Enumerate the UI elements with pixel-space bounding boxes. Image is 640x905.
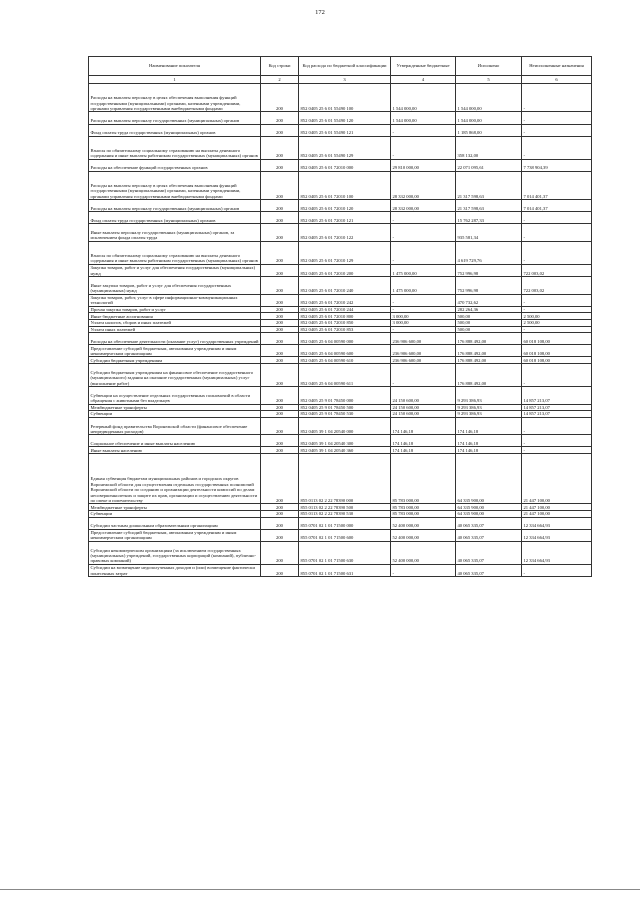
row-indicator-name: Уплата налогов, сборов и иных платежей	[89, 319, 261, 326]
row-indicator-name: Межбюджетные трансферты	[89, 404, 261, 411]
header-line-code: Код строки	[261, 57, 299, 76]
row-line-code: 200	[261, 294, 299, 306]
table-row	[89, 212, 592, 224]
table-row	[89, 112, 592, 124]
row-indicator-name: Межбюджетные трансферты	[89, 504, 261, 511]
row-line-code: 200	[261, 411, 299, 418]
row-approved-amount: -	[391, 241, 456, 264]
row-budget-code: 852 0405 25 6 01 55490 129	[299, 136, 391, 159]
table-row	[89, 136, 592, 159]
row-remaining-amount: -	[522, 364, 592, 387]
row-executed-amount: 22 071 095,61	[456, 159, 522, 171]
row-line-code: 200	[261, 241, 299, 264]
row-line-code: 200	[261, 313, 299, 320]
table-row	[89, 564, 592, 576]
row-line-code: 200	[261, 224, 299, 242]
row-remaining-amount: -	[522, 564, 592, 576]
row-line-code: 200	[261, 417, 299, 435]
row-executed-amount: 9 293 386,93	[456, 387, 522, 405]
row-line-code: 200	[261, 319, 299, 326]
row-executed-amount: 176 888 492,00	[456, 364, 522, 387]
row-approved-amount: 28 332 000,00	[391, 200, 456, 212]
row-line-code: 200	[261, 306, 299, 313]
row-indicator-name: Иные выплаты населению	[89, 447, 261, 454]
table-row	[89, 447, 592, 454]
row-approved-amount: 24 150 600,00	[391, 387, 456, 405]
row-executed-amount: 176 888 492,00	[456, 357, 522, 364]
row-approved-amount: 236 906 600,00	[391, 333, 456, 345]
row-approved-amount: 3 000,00	[391, 313, 456, 320]
column-number: 3	[299, 76, 391, 84]
row-executed-amount: 752 996,98	[456, 264, 522, 276]
row-budget-code: 852 0405 25 6 01 72010 800	[299, 313, 391, 320]
row-remaining-amount: 14 857 213,07	[522, 411, 592, 418]
row-budget-code: 852 0405 25 6 01 72010 120	[299, 200, 391, 212]
header-remaining: Неисполненные назначения	[522, 57, 592, 76]
row-approved-amount: -	[391, 564, 456, 576]
row-budget-code: 852 0405 25 6 01 72010 244	[299, 306, 391, 313]
row-approved-amount: 174 146,18	[391, 447, 456, 454]
table-row	[89, 357, 592, 364]
row-budget-code: 852 0405 39 1 04 20540 360	[299, 447, 391, 454]
row-approved-amount: 52 400 000,00	[391, 529, 456, 541]
row-line-code: 200	[261, 447, 299, 454]
row-approved-amount: 85 783 000,00	[391, 511, 456, 518]
row-indicator-name: Субвенции	[89, 511, 261, 518]
row-indicator-name: Предоставление субсидий бюджетным, автономным учреждениям и иным некоммерческим организациям	[89, 345, 261, 357]
row-remaining-amount: 14 857 213,07	[522, 404, 592, 411]
row-approved-amount: 24 150 600,00	[391, 411, 456, 418]
row-approved-amount: -	[391, 124, 456, 136]
row-executed-amount: 64 335 900,00	[456, 504, 522, 511]
row-indicator-name: Субсидии бюджетным учреждениям	[89, 357, 261, 364]
row-executed-amount: 176 888 492,00	[456, 333, 522, 345]
row-remaining-amount: -	[522, 136, 592, 159]
row-executed-amount: 1 544 000,00	[456, 84, 522, 112]
row-executed-amount: 21 317 598,63	[456, 171, 522, 199]
row-approved-amount: 52 400 000,00	[391, 541, 456, 564]
row-remaining-amount: 14 857 213,07	[522, 387, 592, 405]
column-number: 4	[391, 76, 456, 84]
row-line-code: 200	[261, 357, 299, 364]
table-row	[89, 364, 592, 387]
row-budget-code: 855 0701 02 1 01 71500 600	[299, 529, 391, 541]
row-line-code: 200	[261, 333, 299, 345]
row-approved-amount: 1 475 000,00	[391, 264, 456, 276]
row-indicator-name: Взносы по обязательному социальному страхованию на выплаты денежного содержания и иные выплаты работникам государственных (муниципальных) органов	[89, 136, 261, 159]
row-budget-code: 852 0405 25 6 01 72010 850	[299, 319, 391, 326]
row-line-code: 200	[261, 387, 299, 405]
row-budget-code: 852 0405 25 9 01 78450 000	[299, 387, 391, 405]
row-approved-amount: 3 000,00	[391, 319, 456, 326]
row-line-code: 200	[261, 454, 299, 504]
row-remaining-amount: -	[522, 212, 592, 224]
header-indicator-name: Наименование показателя	[89, 57, 261, 76]
row-executed-amount: 1 544 000,00	[456, 112, 522, 124]
row-approved-amount: 52 400 000,00	[391, 517, 456, 529]
row-executed-amount: 358 132,00	[456, 136, 522, 159]
column-number: 6	[522, 76, 592, 84]
row-budget-code: 852 0405 25 6 01 72010 200	[299, 264, 391, 276]
row-remaining-amount: -	[522, 112, 592, 124]
row-line-code: 200	[261, 200, 299, 212]
row-approved-amount: -	[391, 294, 456, 306]
table-row	[89, 504, 592, 511]
table-row	[89, 306, 592, 313]
row-executed-amount: 64 335 900,00	[456, 511, 522, 518]
row-line-code: 200	[261, 136, 299, 159]
row-budget-code: 852 0405 25 6 01 72010 242	[299, 294, 391, 306]
row-approved-amount: -	[391, 212, 456, 224]
header-executed: Исполнено	[456, 57, 522, 76]
row-budget-code: 855 0113 02 2 22 78390 000	[299, 454, 391, 504]
page-number: 172	[315, 9, 325, 16]
row-indicator-name: Иные закупки товаров, работ и услуг для обеспечения государственных (муниципальных) нужд	[89, 276, 261, 294]
row-line-code: 200	[261, 212, 299, 224]
row-approved-amount: 236 906 600,00	[391, 357, 456, 364]
row-executed-amount: 9 293 386,93	[456, 411, 522, 418]
row-remaining-amount: 7 014 401,37	[522, 200, 592, 212]
table-row	[89, 200, 592, 212]
row-budget-code: 855 0701 02 1 01 71500 631	[299, 564, 391, 576]
row-remaining-amount: 60 018 108,00	[522, 345, 592, 357]
row-indicator-name: Расходы на выплаты персоналу государственных (муниципальных) органов	[89, 200, 261, 212]
table-row	[89, 387, 592, 405]
row-executed-amount: 174 146,18	[456, 417, 522, 435]
row-remaining-amount: -	[522, 447, 592, 454]
row-budget-code: 855 0701 02 1 01 71500 630	[299, 541, 391, 564]
table-row	[89, 326, 592, 333]
table-row	[89, 333, 592, 345]
row-remaining-amount: 2 500,00	[522, 313, 592, 320]
row-executed-amount: 500,00	[456, 319, 522, 326]
row-executed-amount: 40 065 335,07	[456, 529, 522, 541]
table-row	[89, 435, 592, 447]
row-remaining-amount: -	[522, 417, 592, 435]
row-line-code: 200	[261, 364, 299, 387]
row-approved-amount: 174 146,18	[391, 417, 456, 435]
row-remaining-amount: 60 018 108,00	[522, 357, 592, 364]
row-remaining-amount: -	[522, 306, 592, 313]
row-approved-amount: 236 906 600,00	[391, 345, 456, 357]
row-line-code: 200	[261, 326, 299, 333]
table-row	[89, 241, 592, 264]
row-budget-code: 852 0405 25 9 01 78450 530	[299, 411, 391, 418]
row-line-code: 200	[261, 529, 299, 541]
table-row	[89, 84, 592, 112]
row-remaining-amount: 7 014 401,37	[522, 171, 592, 199]
row-budget-code: 852 0405 25 6 04 00590 000	[299, 333, 391, 345]
row-indicator-name: Фонд оплаты труда государственных (муниципальных) органов	[89, 124, 261, 136]
row-line-code: 200	[261, 276, 299, 294]
budget-report-table	[88, 56, 592, 577]
row-indicator-name: Закупка товаров, работ и услуг для обеспечения государственных (муниципальных) нужд	[89, 264, 261, 276]
row-budget-code: 852 0405 25 6 04 00590 610	[299, 357, 391, 364]
row-approved-amount: 29 810 000,00	[391, 159, 456, 171]
row-approved-amount: 24 150 600,00	[391, 404, 456, 411]
row-budget-code: 852 0405 25 6 01 72010 129	[299, 241, 391, 264]
row-indicator-name: Расходы на обеспечение функций государственных органов	[89, 159, 261, 171]
row-indicator-name: Иные бюджетные ассигнования	[89, 313, 261, 320]
row-remaining-amount: 722 003,02	[522, 264, 592, 276]
row-line-code: 200	[261, 435, 299, 447]
row-indicator-name: Иные выплаты персоналу государственных (муниципальных) органов, за исключением фонда оплаты труда	[89, 224, 261, 242]
row-remaining-amount: -	[522, 435, 592, 447]
row-remaining-amount: -	[522, 241, 592, 264]
row-indicator-name: Субвенции на осуществление отдельных государственных полномочий в области обращения с животными без владельцев	[89, 387, 261, 405]
row-executed-amount: 1 185 868,00	[456, 124, 522, 136]
row-approved-amount: 1 544 000,00	[391, 84, 456, 112]
row-budget-code: 855 0701 02 1 01 71500 000	[299, 517, 391, 529]
table-row	[89, 159, 592, 171]
row-budget-code: 852 0405 25 6 01 72010 100	[299, 171, 391, 199]
row-remaining-amount: 60 018 108,00	[522, 333, 592, 345]
row-executed-amount: 752 996,98	[456, 276, 522, 294]
row-budget-code: 852 0405 25 6 01 55490 120	[299, 112, 391, 124]
row-approved-amount: 28 332 000,00	[391, 171, 456, 199]
row-indicator-name: Субсидии частным дошкольным образовательным организациям	[89, 517, 261, 529]
row-executed-amount: 64 335 900,00	[456, 454, 522, 504]
row-approved-amount: -	[391, 136, 456, 159]
row-executed-amount: 40 065 335,07	[456, 564, 522, 576]
column-number: 2	[261, 76, 299, 84]
row-line-code: 200	[261, 541, 299, 564]
table-row	[89, 454, 592, 504]
table-row	[89, 171, 592, 199]
table-row	[89, 541, 592, 564]
row-executed-amount: 174 146,18	[456, 447, 522, 454]
row-executed-amount: 21 317 598,63	[456, 200, 522, 212]
table-row	[89, 417, 592, 435]
row-budget-code: 852 0405 39 1 04 20540 300	[299, 435, 391, 447]
row-executed-amount: 500,00	[456, 313, 522, 320]
row-budget-code: 852 0405 25 6 01 72010 000	[299, 159, 391, 171]
row-remaining-amount: -	[522, 224, 592, 242]
row-approved-amount: 85 783 000,00	[391, 454, 456, 504]
row-line-code: 200	[261, 345, 299, 357]
row-indicator-name: Взносы по обязательному социальному страхованию на выплаты денежного содержания и иные выплаты работникам государственных (муниципальных) органов	[89, 241, 261, 264]
row-executed-amount: 9 293 386,93	[456, 404, 522, 411]
table-row	[89, 313, 592, 320]
footer-divider	[0, 889, 640, 890]
row-budget-code: 852 0405 25 6 01 72010 122	[299, 224, 391, 242]
row-indicator-name: Закупка товаров, работ, услуг в сфере информационно-коммуникационных технологий	[89, 294, 261, 306]
header-budget-code: Код расхода по бюджетной классификации	[299, 57, 391, 76]
row-remaining-amount: 12 334 664,93	[522, 529, 592, 541]
row-line-code: 200	[261, 171, 299, 199]
row-indicator-name: Расходы на выплаты персоналу в целях обеспечения выполнения функций государственными (муниципальными) органами, казенными учреждениями, органами управления государственными внебюджетными фондами	[89, 171, 261, 199]
column-number-row	[89, 76, 592, 84]
row-line-code: 200	[261, 517, 299, 529]
table-row	[89, 511, 592, 518]
table-row	[89, 124, 592, 136]
table-row	[89, 345, 592, 357]
row-executed-amount: 4 619 729,76	[456, 241, 522, 264]
row-approved-amount: 1 475 000,00	[391, 276, 456, 294]
row-line-code: 200	[261, 264, 299, 276]
table-row	[89, 224, 592, 242]
row-budget-code: 852 0405 25 6 01 72010 853	[299, 326, 391, 333]
row-remaining-amount: 21 447 100,00	[522, 454, 592, 504]
row-budget-code: 852 0405 25 6 04 00590 600	[299, 345, 391, 357]
row-line-code: 200	[261, 84, 299, 112]
table-header-row	[89, 57, 592, 76]
row-budget-code: 852 0405 39 1 04 20540 000	[299, 417, 391, 435]
row-line-code: 200	[261, 112, 299, 124]
row-budget-code: 855 0113 02 2 22 78390 530	[299, 511, 391, 518]
row-budget-code: 852 0405 25 6 01 55490 100	[299, 84, 391, 112]
row-executed-amount: 40 065 335,07	[456, 517, 522, 529]
column-number: 1	[89, 76, 261, 84]
row-remaining-amount: -	[522, 326, 592, 333]
row-line-code: 200	[261, 404, 299, 411]
row-executed-amount: 282 264,36	[456, 306, 522, 313]
row-approved-amount: 1 544 000,00	[391, 112, 456, 124]
row-executed-amount: 15 762 287,33	[456, 212, 522, 224]
row-indicator-name: Прочая закупка товаров, работ и услуг	[89, 306, 261, 313]
row-budget-code: 852 0405 25 6 01 72010 121	[299, 212, 391, 224]
header-approved: Утвержденные бюджетные	[391, 57, 456, 76]
row-remaining-amount: -	[522, 294, 592, 306]
row-approved-amount: -	[391, 306, 456, 313]
row-budget-code: 852 0405 25 9 01 78450 500	[299, 404, 391, 411]
row-line-code: 200	[261, 124, 299, 136]
row-indicator-name: Расходы на выплаты персоналу в целях обеспечения выполнения функций государственными (муниципальными) органами, казенными учреждениями, органами управления государственными внебюджетными фондами	[89, 84, 261, 112]
table-row	[89, 276, 592, 294]
row-line-code: 200	[261, 159, 299, 171]
table-row	[89, 404, 592, 411]
row-indicator-name: Фонд оплаты труда государственных (муниципальных) органов	[89, 212, 261, 224]
row-approved-amount: 174 146,18	[391, 435, 456, 447]
row-line-code: 200	[261, 504, 299, 511]
row-budget-code: 855 0113 02 2 22 78390 500	[299, 504, 391, 511]
row-approved-amount: -	[391, 224, 456, 242]
table-row	[89, 517, 592, 529]
row-indicator-name: Резервный фонд правительства Воронежской области (финансовое обеспечение непредвиденных расходов)	[89, 417, 261, 435]
row-budget-code: 852 0405 25 6 01 72010 240	[299, 276, 391, 294]
row-indicator-name: Уплата иных платежей	[89, 326, 261, 333]
row-remaining-amount: 21 447 100,00	[522, 511, 592, 518]
row-indicator-name: Субсидии на возмещение недополученных доходов и (или) возмещение фактически понесенных затрат	[89, 564, 261, 576]
row-indicator-name: Субвенции	[89, 411, 261, 418]
table-row	[89, 411, 592, 418]
row-indicator-name: Субсидии бюджетным учреждениям на финансовое обеспечение государственного (муниципального) задания на оказание государственных (муниципальных) услуг (выполнение работ)	[89, 364, 261, 387]
row-approved-amount: -	[391, 364, 456, 387]
row-remaining-amount: -	[522, 124, 592, 136]
row-indicator-name: Расходы на выплаты персоналу государственных (муниципальных) органов	[89, 112, 261, 124]
row-indicator-name: Единая субвенция бюджетам муниципальных районов и городских округов Воронежской области для осуществления отдельных государственных полномочий Воронежской области по созданию и организации деятельности комиссий по делам несовершеннолетних и защите их прав, организации и осуществлению деятельности по опеке и попечительству	[89, 454, 261, 504]
row-remaining-amount: 12 334 664,93	[522, 541, 592, 564]
row-executed-amount: 174 146,18	[456, 435, 522, 447]
row-executed-amount: 40 065 335,07	[456, 541, 522, 564]
row-executed-amount: 500,00	[456, 326, 522, 333]
row-executed-amount: 470 732,62	[456, 294, 522, 306]
row-indicator-name: Расходы на обеспечение деятельности (оказание услуг) государственных учреждений	[89, 333, 261, 345]
row-remaining-amount: 722 003,02	[522, 276, 592, 294]
table-row	[89, 319, 592, 326]
row-approved-amount: -	[391, 326, 456, 333]
row-indicator-name: Социальное обеспечение и иные выплаты населению	[89, 435, 261, 447]
table-row	[89, 529, 592, 541]
row-line-code: 200	[261, 511, 299, 518]
row-executed-amount: 935 581,34	[456, 224, 522, 242]
row-remaining-amount: -	[522, 84, 592, 112]
row-line-code: 200	[261, 564, 299, 576]
column-number: 5	[456, 76, 522, 84]
table-row	[89, 264, 592, 276]
row-executed-amount: 176 888 492,00	[456, 345, 522, 357]
row-budget-code: 852 0405 25 6 04 00590 611	[299, 364, 391, 387]
row-remaining-amount: 21 447 100,00	[522, 504, 592, 511]
row-budget-code: 852 0405 25 6 01 55490 121	[299, 124, 391, 136]
table-row	[89, 294, 592, 306]
row-remaining-amount: 12 334 664,93	[522, 517, 592, 529]
row-approved-amount: 85 783 000,00	[391, 504, 456, 511]
row-indicator-name: Субсидии некоммерческим организациям (за исключением государственных (муниципальных) учреждений, государственных корпораций (компаний), публично-правовых компаний)	[89, 541, 261, 564]
row-remaining-amount: 7 738 904,39	[522, 159, 592, 171]
row-indicator-name: Предоставление субсидий бюджетным, автономным учреждениям и иным некоммерческим организациям	[89, 529, 261, 541]
row-remaining-amount: 2 500,00	[522, 319, 592, 326]
